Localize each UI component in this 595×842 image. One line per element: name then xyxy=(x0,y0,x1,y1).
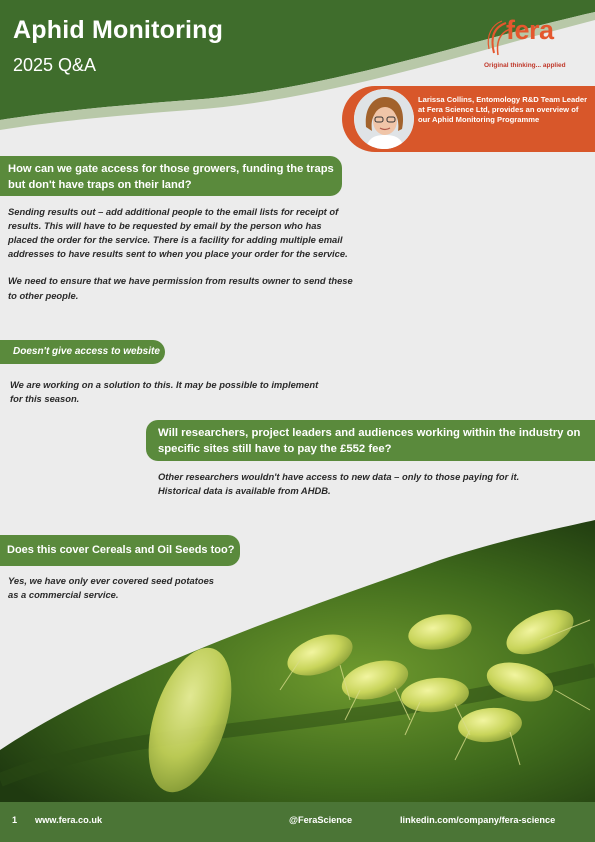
logo-tagline: Original thinking... applied xyxy=(484,62,566,69)
question-3 xyxy=(146,420,595,461)
answer-4-line-2: as a commercial service. xyxy=(8,589,119,601)
footer-twitter-link[interactable]: @FeraScience xyxy=(289,815,353,825)
page-title: Aphid Monitoring xyxy=(13,16,224,44)
answer-3-line-2: Historical data is available from AHDB. xyxy=(158,485,331,497)
answer-4 xyxy=(8,574,238,602)
question-3-line-1: Will researchers, project leaders and audiences working within the industry on xyxy=(158,427,581,439)
footer xyxy=(0,802,595,842)
answer-2-line-1: We are working on a solution to this. It may be possible to implement xyxy=(10,379,319,390)
answer-3-line-1: Other researchers wouldn't have access to new data – only to those paying for it. xyxy=(158,471,520,482)
answer-1-paragraph-1: Sending results out – add additional people to the email lists for receipt of results. This will have to be requested by email by the person who has placed the order for the service. There is a facility for adding multiple email addresses to have results sent to when you place your order for the service. xyxy=(8,206,348,260)
footer-linkedin-link[interactable]: linkedin.com/company/fera-science xyxy=(400,815,556,825)
question-1-line-2: but don't have traps on their land? xyxy=(8,179,192,192)
answer-4-line-1: Yes, we have only ever covered seed potatoes xyxy=(8,575,214,586)
answer-3 xyxy=(158,470,558,498)
question-3-line-2: specific sites still have to pay the £552 fee? xyxy=(158,443,392,456)
author-intro-text: Larissa Collins, Entomology R&D Team Leader at Fera Science Ltd, provides an overview of our Aphid Monitoring Programme xyxy=(418,95,588,124)
answer-2-line-2: for this season. xyxy=(10,393,80,405)
author-intro-box xyxy=(342,86,595,152)
author-avatar xyxy=(354,89,414,149)
question-1-line-1: How can we gate access for those growers, funding the traps xyxy=(8,163,334,175)
page-number: 1 xyxy=(12,815,18,825)
answer-1-paragraph-2: We need to ensure that we have permission from results owner to send these to other people. xyxy=(8,275,353,301)
footer-website-link[interactable]: www.fera.co.uk xyxy=(35,815,103,825)
fera-logo xyxy=(484,17,584,73)
answer-2 xyxy=(10,378,340,406)
question-1 xyxy=(0,156,342,196)
question-2: Doesn't give access to website xyxy=(0,340,165,364)
question-4: Does this cover Cereals and Oil Seeds too? xyxy=(0,535,240,566)
answer-1 xyxy=(8,205,353,316)
page-subtitle: 2025 Q&A xyxy=(13,55,97,75)
logo-wordmark: fera xyxy=(506,15,554,45)
